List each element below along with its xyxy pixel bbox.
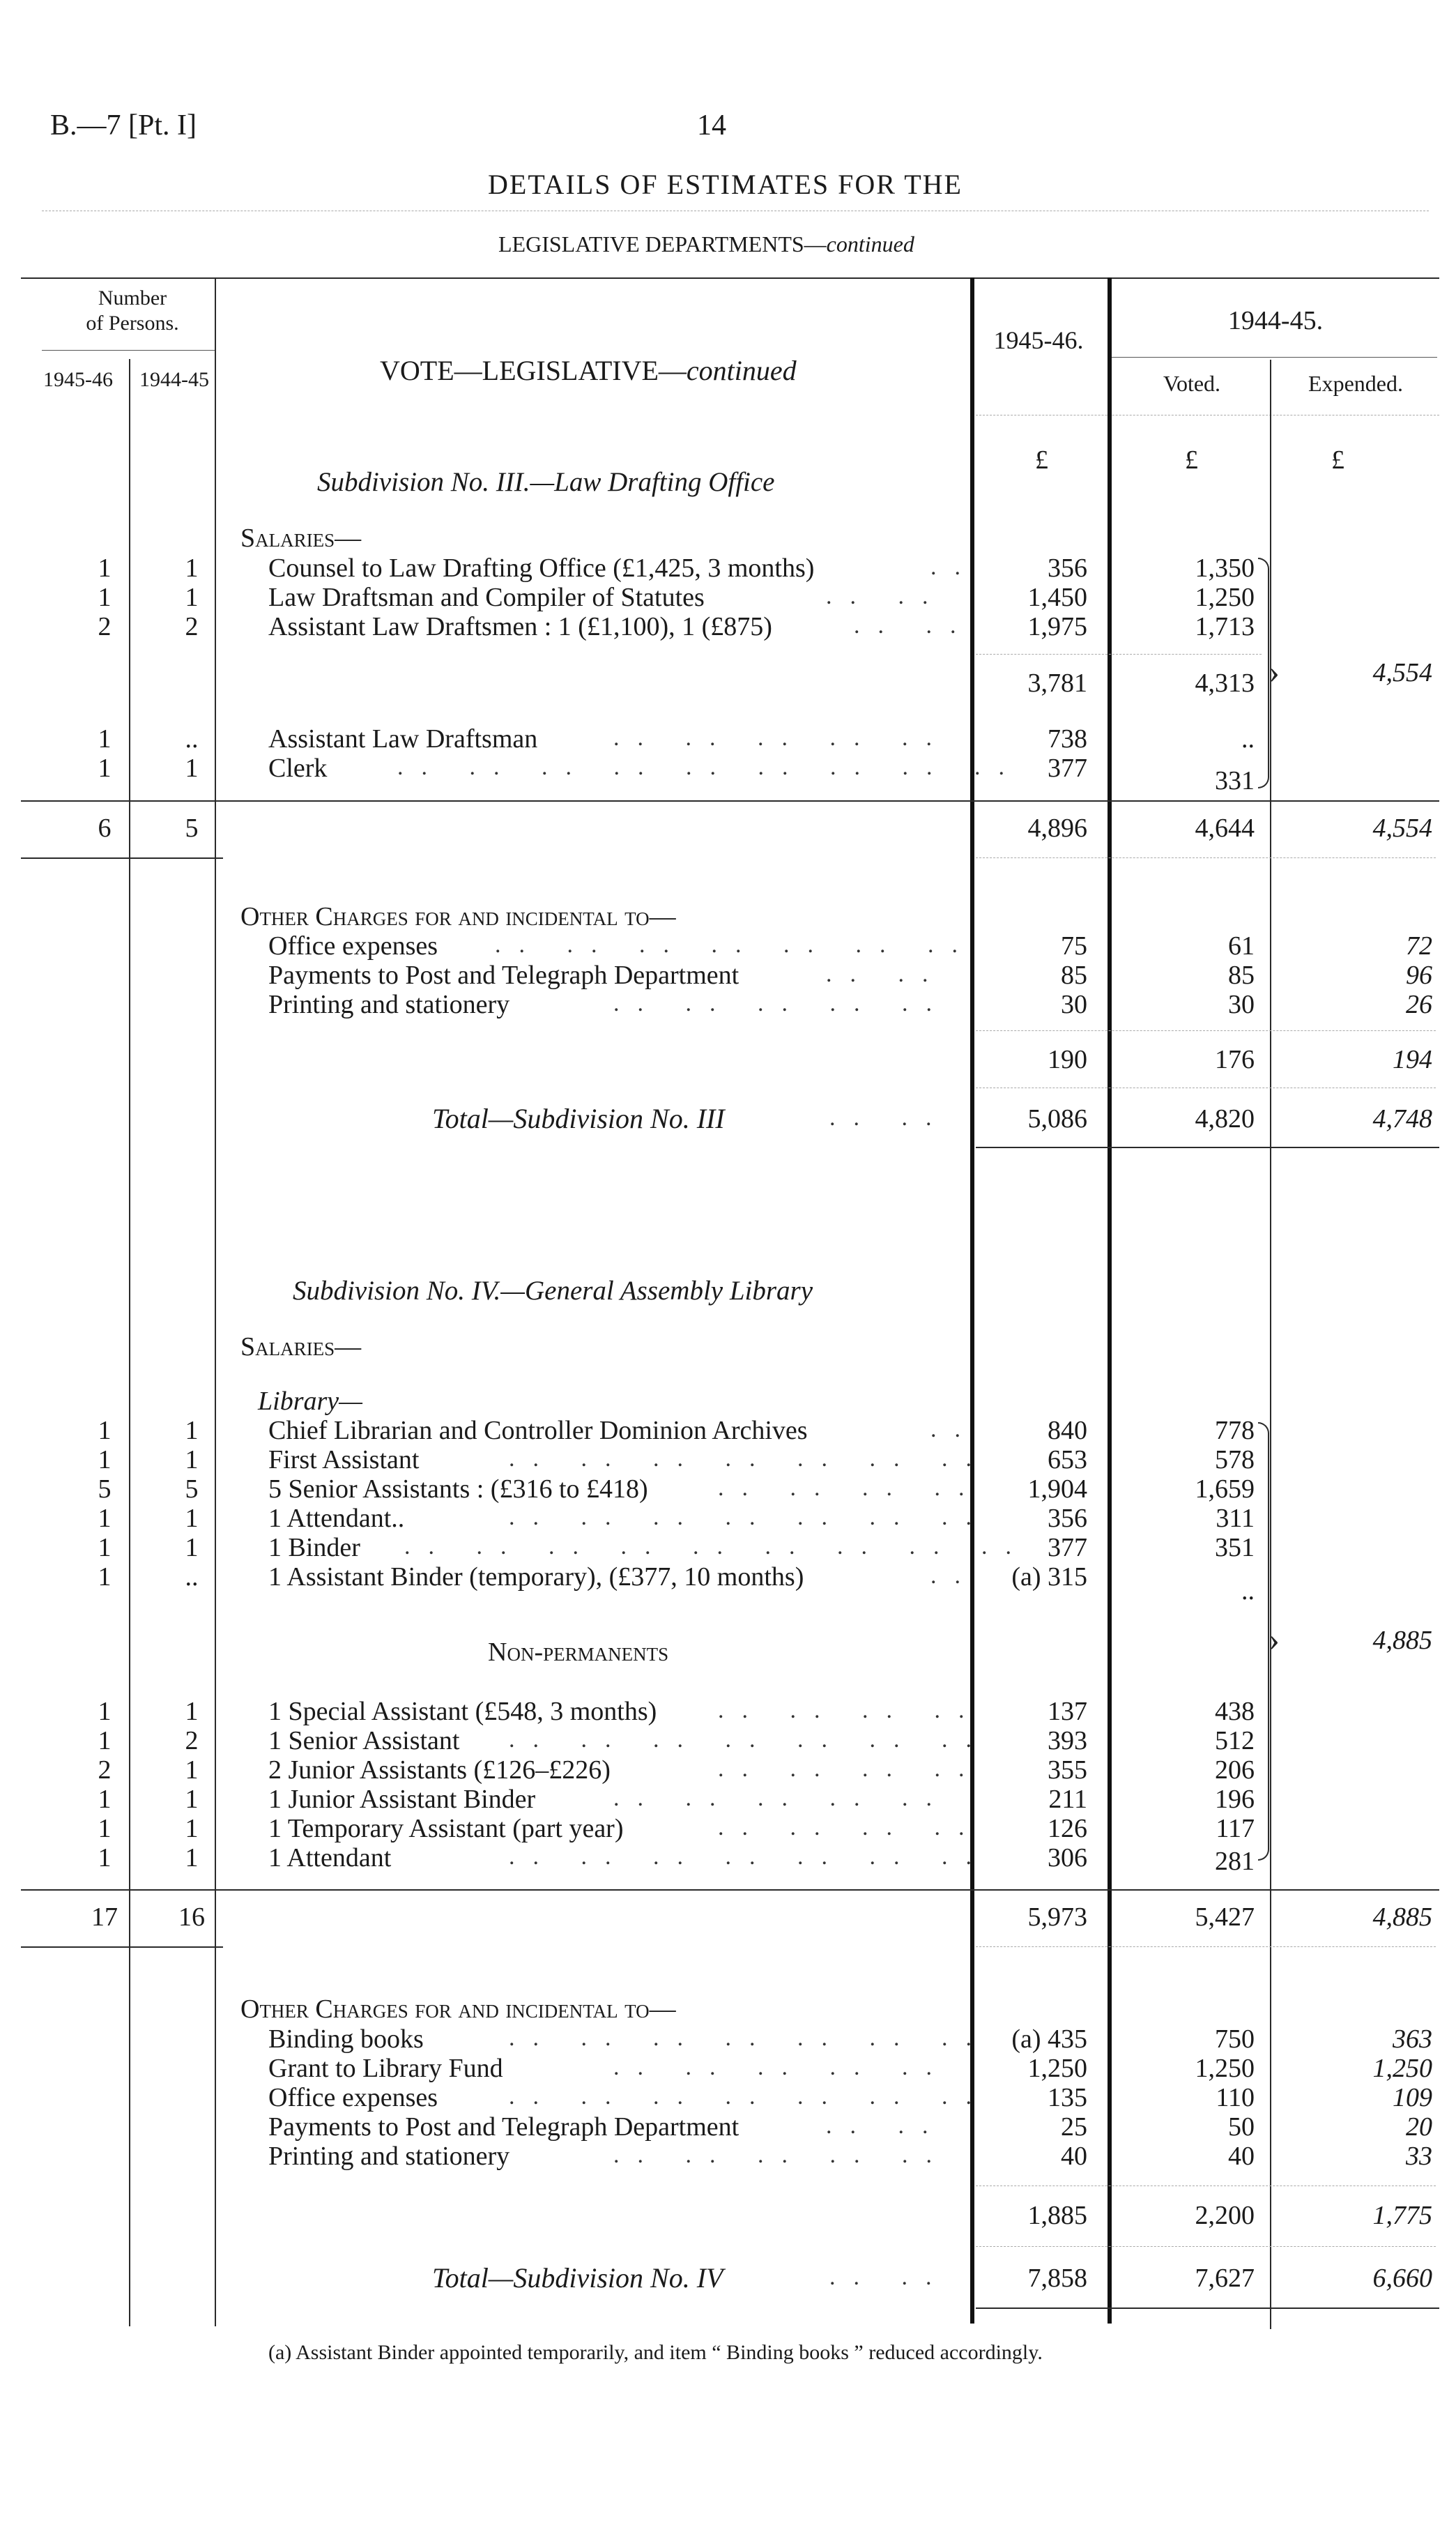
sub4-persons-total-1945: 17 [91, 1902, 118, 1932]
sub3-other-label: Other Charges for and incidental to— [240, 902, 676, 931]
page-subtitle: LEGISLATIVE DEPARTMENTS—continued [498, 231, 914, 257]
sub4-brace-expended: 4,885 [1372, 1626, 1432, 1655]
persons-header: Number of Persons. [86, 287, 179, 335]
sub3-salaries-label: Salaries— [240, 524, 362, 553]
sub3-brace-tip: › [1269, 653, 1280, 690]
sub4-heading: Subdivision No. IV.—General Assembly Library [293, 1276, 813, 1306]
sub3-persons-total-1944: 5 [185, 814, 199, 843]
sub4-salaries-label: Salaries— [240, 1332, 362, 1361]
col-1944-left-rule [1108, 277, 1112, 2324]
sub4-other-total-expended: 1,775 [1372, 2201, 1432, 2230]
expended-header: Expended. [1308, 371, 1403, 396]
document-reference: B.—7 [Pt. I] [50, 109, 197, 142]
pound-sign-expended: £ [1331, 445, 1344, 475]
sub4-other-total-voted: 2,200 [1195, 2201, 1255, 2230]
sub3-other-rule [976, 1030, 1436, 1031]
sub4-salaries-total-expended: 4,885 [1372, 1902, 1432, 1932]
sub3-persons-total-1945: 6 [98, 814, 112, 843]
sub3-salaries-total-voted: 4,644 [1195, 814, 1255, 843]
sub4-persons-total-1944: 16 [178, 1902, 205, 1932]
sub4-salaries-rule [21, 1889, 1439, 1891]
sub3-other-total-1945: 190 [1048, 1045, 1087, 1074]
sub4-other-total-rule [976, 2246, 1436, 2247]
col-1944-header: 1944-45. [1227, 306, 1324, 335]
sub4-salaries-total-1945: 5,973 [1027, 1902, 1087, 1932]
sub3-subtotal-voted: 4,313 [1195, 669, 1255, 698]
table-top-rule [21, 277, 1439, 279]
sub4-other-total-1945: 1,885 [1027, 2201, 1087, 2230]
persons-header-rule [42, 350, 216, 351]
sub3-heading: Subdivision No. III.—Law Drafting Office [317, 467, 775, 497]
persons-col-1945: 1945-46 [43, 368, 113, 391]
sub3-other-total-voted: 176 [1215, 1045, 1255, 1074]
persons-divider [129, 359, 130, 2326]
sub3-brace [1258, 558, 1269, 788]
sub4-nonperm-label: Non-permanents [488, 1638, 669, 1667]
sub3-subtotal-1945: 3,781 [1027, 669, 1087, 698]
sub4-grand-rule [976, 2307, 1439, 2309]
sub3-amount-rule [976, 857, 1436, 858]
sub3-salaries-rule [21, 800, 1439, 802]
sub4-amount-rule [976, 1946, 1436, 1947]
sub3-subtotal-rule [976, 654, 1262, 655]
sub4-salaries-total-voted: 5,427 [1195, 1902, 1255, 1932]
sub4-persons-rule [21, 1946, 223, 1948]
col-1945-left-rule [970, 277, 974, 2324]
sub4-library-label: Library— [258, 1387, 362, 1416]
pound-sign-voted: £ [1185, 445, 1198, 475]
sub3-salaries-total-1945: 4,896 [1027, 814, 1087, 843]
sub4-other-rule [976, 2185, 1436, 2186]
sub3-grand-rule [976, 1147, 1439, 1148]
sub4-brace [1258, 1422, 1269, 1861]
col-1945-header: 1945-46. [993, 326, 1084, 354]
sub4-brace-tip: › [1269, 1621, 1280, 1658]
sub3-salaries-total-expended: 4,554 [1372, 814, 1432, 843]
col-1944-rule [1110, 357, 1437, 358]
page-title: DETAILS OF ESTIMATES FOR THE [488, 169, 963, 200]
persons-right-rule [215, 277, 216, 2326]
vote-title: VOTE—LEGISLATIVE—continued [380, 355, 797, 386]
sub3-other-total-expended: 194 [1393, 1045, 1432, 1074]
footnote: (a) Assistant Binder appointed temporarily, and item “ Binding books ” reduced accordingly. [268, 2341, 1043, 2364]
pound-sign-1945: £ [1035, 445, 1048, 475]
voted-header: Voted. [1163, 371, 1221, 396]
persons-col-1944: 1944-45 [139, 368, 209, 391]
page-number: 14 [697, 109, 726, 142]
sub4-other-label: Other Charges for and incidental to— [240, 1994, 676, 2024]
sub3-brace-expended: 4,554 [1372, 658, 1432, 687]
sub3-persons-rule [21, 857, 223, 859]
